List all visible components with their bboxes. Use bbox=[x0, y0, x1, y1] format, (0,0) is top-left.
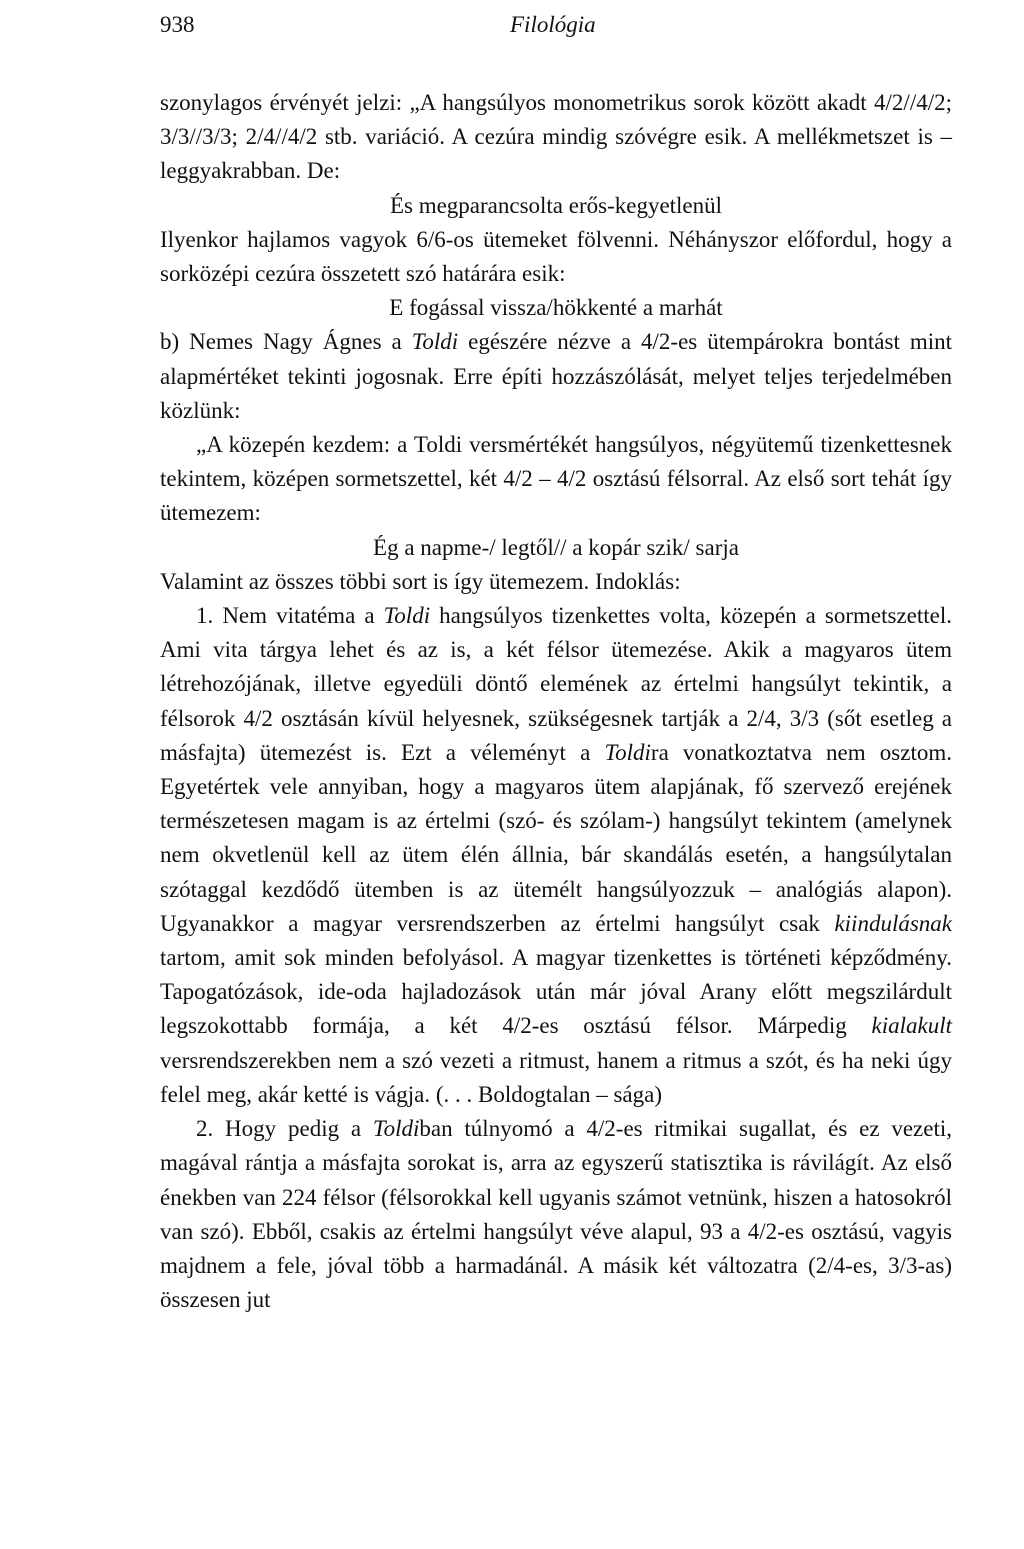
italic-title: Toldi bbox=[604, 739, 651, 765]
paragraph-quote-start: „A közepén kezdem: a Toldi versmértékét hangsúlyos, négyütemű tizenkettesnek tekintem, középen sormetszettel, két 4/2 – 4/2 osztású félsorral. Az első sort tehát így ütemezem: bbox=[160, 432, 952, 526]
text-segment: ra vonatkoztatva nem osztom. Egyetértek vele annyiban, hogy a magyaros ütem alapjának, fő szervező erejének természetesen magam is az értelmi (szó- és szólam-) hangsúlyt tekintem (amelynek nem okvetlenül kell az ütem élén állnia, bár skandálás esetén, a hangsúlytalan szótaggal kezdődő ütemben is az ütemélt hangsúlyozzuk – analógiás alapon). Ugyanakkor a magyar versrendszerben az értelmi hangsúlyt csak bbox=[160, 739, 952, 936]
text-segment: tartom, amit sok minden befolyásol. A magyar tizenkettes is történeti képződmény. Tapogatózások, ide-oda hajladozások után már jóval Arany előtt megszilárdult legszokottabb formája, a két 4/2-es osztású félsor. Márpedig bbox=[160, 945, 952, 1039]
text-segment: 1. Nem vitatéma a bbox=[196, 603, 384, 629]
page-body bbox=[160, 86, 952, 1317]
text-segment: ban túlnyomó a 4/2-es ritmikai sugallat, és ez vezeti, magával rántja a másfajta sorokat is, arra az egyszerű statisztika is rávilágít. Az első énekben van 224 félsor (félsorokkal kell ugyanis számot vetnünk, hiszen a hatosokról van szó). Ebből, csakis az értelmi hangsúlyt véve alapul, 93 a 4/2-es osztású, vagyis majdnem a fele, jóval több a harmadánál. A másik két változatra (2/4-es, 3/3-as) összesen jut bbox=[160, 1116, 953, 1313]
verse-quote-2: E fogással vissza/hökkenté a marhát bbox=[389, 295, 723, 321]
italic-emphasis: kialakult bbox=[871, 1013, 952, 1039]
italic-title: Toldi bbox=[372, 1116, 420, 1142]
paragraph-indoklas: Valamint az összes többi sort is így ütemezem. Indoklás: bbox=[160, 568, 681, 594]
paragraph-point-1 bbox=[160, 599, 952, 1112]
italic-emphasis: kiindulásnak bbox=[834, 910, 952, 936]
verse-quote-1: És megparancsolta erős-kegyetlenül bbox=[389, 192, 723, 218]
page-number: 938 bbox=[160, 12, 195, 37]
running-title: Filológia bbox=[510, 12, 596, 37]
text-segment: b) Nemes Nagy Ágnes a bbox=[160, 329, 412, 355]
paragraph-6-6-meter: Ilyenkor hajlamos vagyok 6/6-os ütemeket fölvenni. Néhányszor előfordul, hogy a sorközépi cezúra összetett szó határára esik: bbox=[160, 226, 952, 287]
verse-quote-3: Ég a napme-/ legtől// a kopár szik/ sarja bbox=[373, 534, 739, 560]
italic-title: Toldi bbox=[411, 329, 459, 355]
italic-title: Toldi bbox=[383, 603, 431, 629]
paragraph-intro: szonylagos érvényét jelzi: „A hangsúlyos monometrikus sorok között akadt 4/2//4/2; 3/3//3/3; 2/4//4/2 stb. variáció. A cezúra mindig szóvégre esik. A mellékmetszet is – leggyakrabban. De: bbox=[160, 90, 952, 184]
page-header bbox=[160, 12, 952, 48]
paragraph-point-2 bbox=[160, 1112, 952, 1317]
text-segment: versrendszerekben nem a szó vezeti a ritmust, hanem a ritmus a szót, és ha neki úgy felel meg, akár ketté is vágja. (. . . Boldogtalan – sága) bbox=[160, 1047, 952, 1107]
paragraph-nemes-nagy bbox=[160, 325, 952, 428]
text-segment: 2. Hogy pedig a bbox=[196, 1116, 373, 1142]
text-segment: egészére nézve a 4/2-es ütempárokra bontást mint alapmértéket tekinti jogosnak. Erre építi hozzászólását, melyet teljes terjedelmében közlünk: bbox=[160, 329, 952, 423]
text-segment: hangsúlyos tizenkettes volta, közepén a sormetszettel. Ami vita tárgya lehet és az is, a két félsor ütemezése. Akik a magyaros ütem létrehozójának, illetve egyedüli döntő elemének az értelmi hangsúlyt tekintik, a félsorok 4/2 osztásán kívül helyesnek, szükségesnek tartják a 2/4, 3/3 (sőt esetleg a másfajta) ütemezést is. Ezt a véleményt a bbox=[160, 603, 953, 765]
book-page bbox=[160, 12, 952, 1317]
